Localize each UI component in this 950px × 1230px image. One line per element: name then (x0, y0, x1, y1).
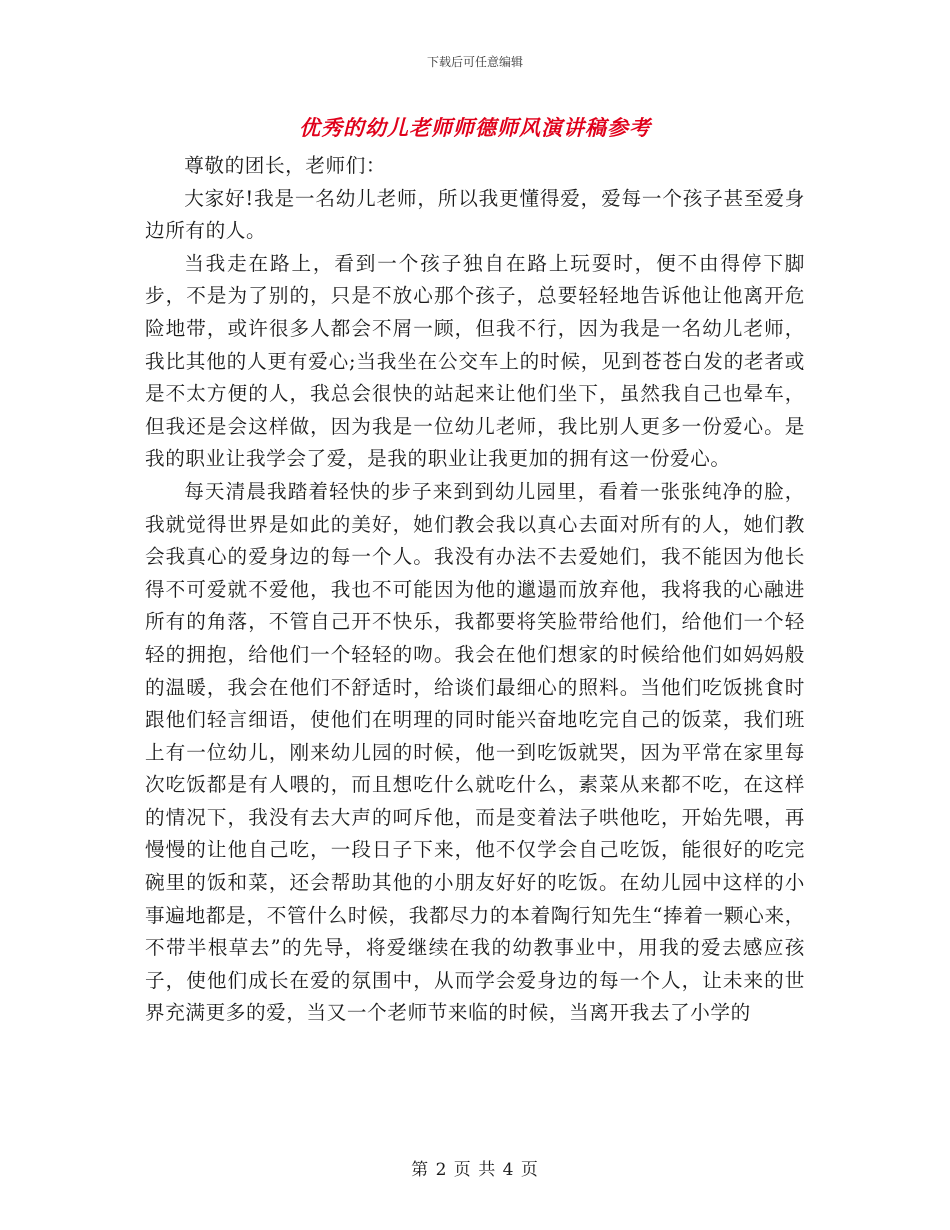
page-number: 第 2 页 共 4 页 (411, 1160, 539, 1180)
document-body (145, 150, 805, 1030)
body-paragraph: 当我走在路上，看到一个孩子独自在路上玩耍时，便不由得停下脚步，不是为了别的，只是不放心那个孩子，总要轻轻地告诉他让他离开危险地带，或许很多人都会不屑一顾，但我不行，因为我是一名幼儿老师，我比其他的人更有爱心;当我坐在公交车上的时候，见到苍苍白发的老者或是不太方便的人，我总会很快的站起来让他们坐下，虽然我自己也晕车，但我还是会这样做，因为我是一位幼儿老师，我比别人更多一份爱心。是我的职业让我学会了爱，是我的职业让我更加的拥有这一份爱心。 (145, 251, 805, 471)
body-paragraph: 大家好!我是一名幼儿老师，所以我更懂得爱，爱每一个孩子甚至爱身边所有的人。 (145, 186, 805, 243)
header-note: 下载后可任意编辑 (426, 55, 523, 69)
salutation-paragraph: 尊敬的团长，老师们： (184, 154, 387, 177)
body-paragraph: 每天清晨我踏着轻快的步子来到到幼儿园里，看着一张张纯净的脸，我就觉得世界是如此的美好，她们教会我以真心去面对所有的人，她们教会我真心的爱身边的每一个人。我没有办法不去爱她们，我不能因为他长得不可爱就不爱他，我也不可能因为他的邋遢而放弃他，我将我的心融进所有的角落，不管自己开不快乐，我都要将笑脸带给他们，给他们一个轻轻的拥抱，给他们一个轻轻的吻。我会在他们想家的时候给他们如妈妈般的温暖，我会在他们不舒适时，给谈们最细心的照料。当他们吃饭挑食时跟他们轻言细语，使他们在明理的同时能兴奋地吃完自己的饭菜，我们班上有一位幼儿，刚来幼儿园的时候，他一到吃饭就哭，因为平常在家里每次吃饭都是有人喂的，而且想吃什么就吃什么，素菜从来都不吃，在这样的情况下，我没有去大声的呵斥他，而是变着法子哄他吃，开始先喂，再慢慢的让他自己吃，一段日子下来，他不仅学会自己吃饭，能很好的吃完碗里的饭和菜，还会帮助其他的小朋友好好的吃饭。在幼儿园中这样的小事遍地都是，不管什么时候，我都尽力的本着陶行知先生“捧着一颗心来，不带半根草去”的先导，将爱继续在我的幼教事业中，用我的爱去感应孩子，使他们成长在爱的氛围中，从而学会爱身边的每一个人，让未来的世界充满更多的爱，当又一个老师节来临的时候，当离开我去了小学的 (145, 479, 805, 1025)
document-title: 优秀的幼儿老师师德师风演讲稿参考 (299, 115, 651, 140)
